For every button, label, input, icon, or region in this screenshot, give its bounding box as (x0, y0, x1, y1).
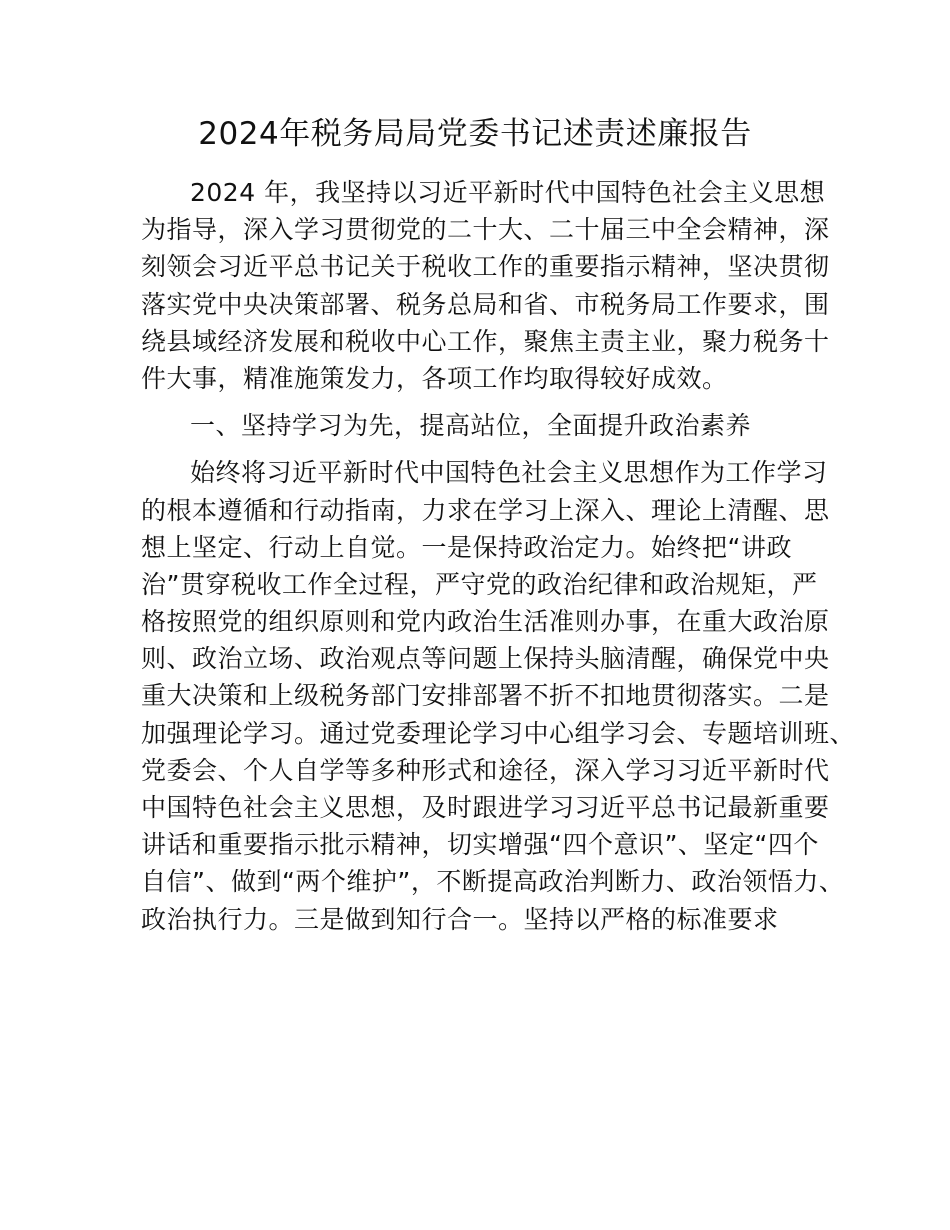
paragraph-gap (141, 397, 813, 407)
text-line: 重大决策和上级税务部门安排部署不折不扣地贯彻落实。二是 (141, 681, 830, 711)
text-line: 政治执行力。三是做到知行合一。坚持以严格的标准要求 (141, 904, 779, 934)
text-line: 件大事，精准施策发力，各项工作均取得较好成效。 (141, 363, 728, 393)
paragraph-intro (141, 174, 830, 397)
paragraph-section-one (141, 454, 856, 937)
text-line: 落实党中央决策部署、税务总局和省、市税务局工作要求，围 (141, 289, 830, 319)
text-line: 治”贯穿税收工作全过程，严守党的政治纪律和政治规矩，严 (141, 569, 818, 599)
text-line: 始终将习近平新时代中国特色社会主义思想作为工作学习 (190, 458, 828, 488)
text-line: 自信”、做到“两个维护”，不断提高政治判断力、政治领悟力、 (141, 867, 845, 897)
paragraph-gap (141, 444, 813, 454)
text-line: 刻领会习近平总书记关于税收工作的重要指示精神，坚决贯彻 (141, 252, 830, 282)
text-line: 的根本遵循和行动指南，力求在学习上深入、理论上清醒、思 (141, 495, 830, 525)
text-line: 为指导，深入学习贯彻党的二十大、二十届三中全会精神，深 (141, 215, 830, 245)
text-line: 讲话和重要指示批示精神，切实增强“四个意识”、坚定“四个 (141, 830, 819, 860)
text-line: 中国特色社会主义思想，及时跟进学习习近平总书记最新重要 (141, 793, 830, 822)
text-line: 格按照党的组织原则和党内政治生活准则办事，在重大政治原 (141, 607, 830, 637)
section-heading (141, 407, 813, 444)
text-line: 党委会、个人自学等多种形式和途径，深入学习习近平新时代 (141, 755, 830, 785)
text-line: 2024 年，我坚持以习近平新时代中国特色社会主义思想 (190, 178, 826, 207)
section-heading-text: 一、坚持学习为先，提高站位，全面提升政治素养 (190, 411, 752, 441)
text-line: 则、政治立场、政治观点等问题上保持头脑清醒，确保党中央 (141, 644, 830, 674)
text-line: 想上坚定、行动上自觉。一是保持政治定力。始终把“讲政 (141, 532, 792, 562)
text-line: 加强理论学习。通过党委理论学习中心组学习会、专题培训班、 (141, 718, 856, 748)
document-title: 2024年税务局局党委书记述责述廉报告 (198, 116, 752, 152)
text-line: 绕县域经济发展和税收中心工作，聚焦主责主业，聚力税务十 (141, 326, 830, 356)
document-body (141, 174, 856, 938)
